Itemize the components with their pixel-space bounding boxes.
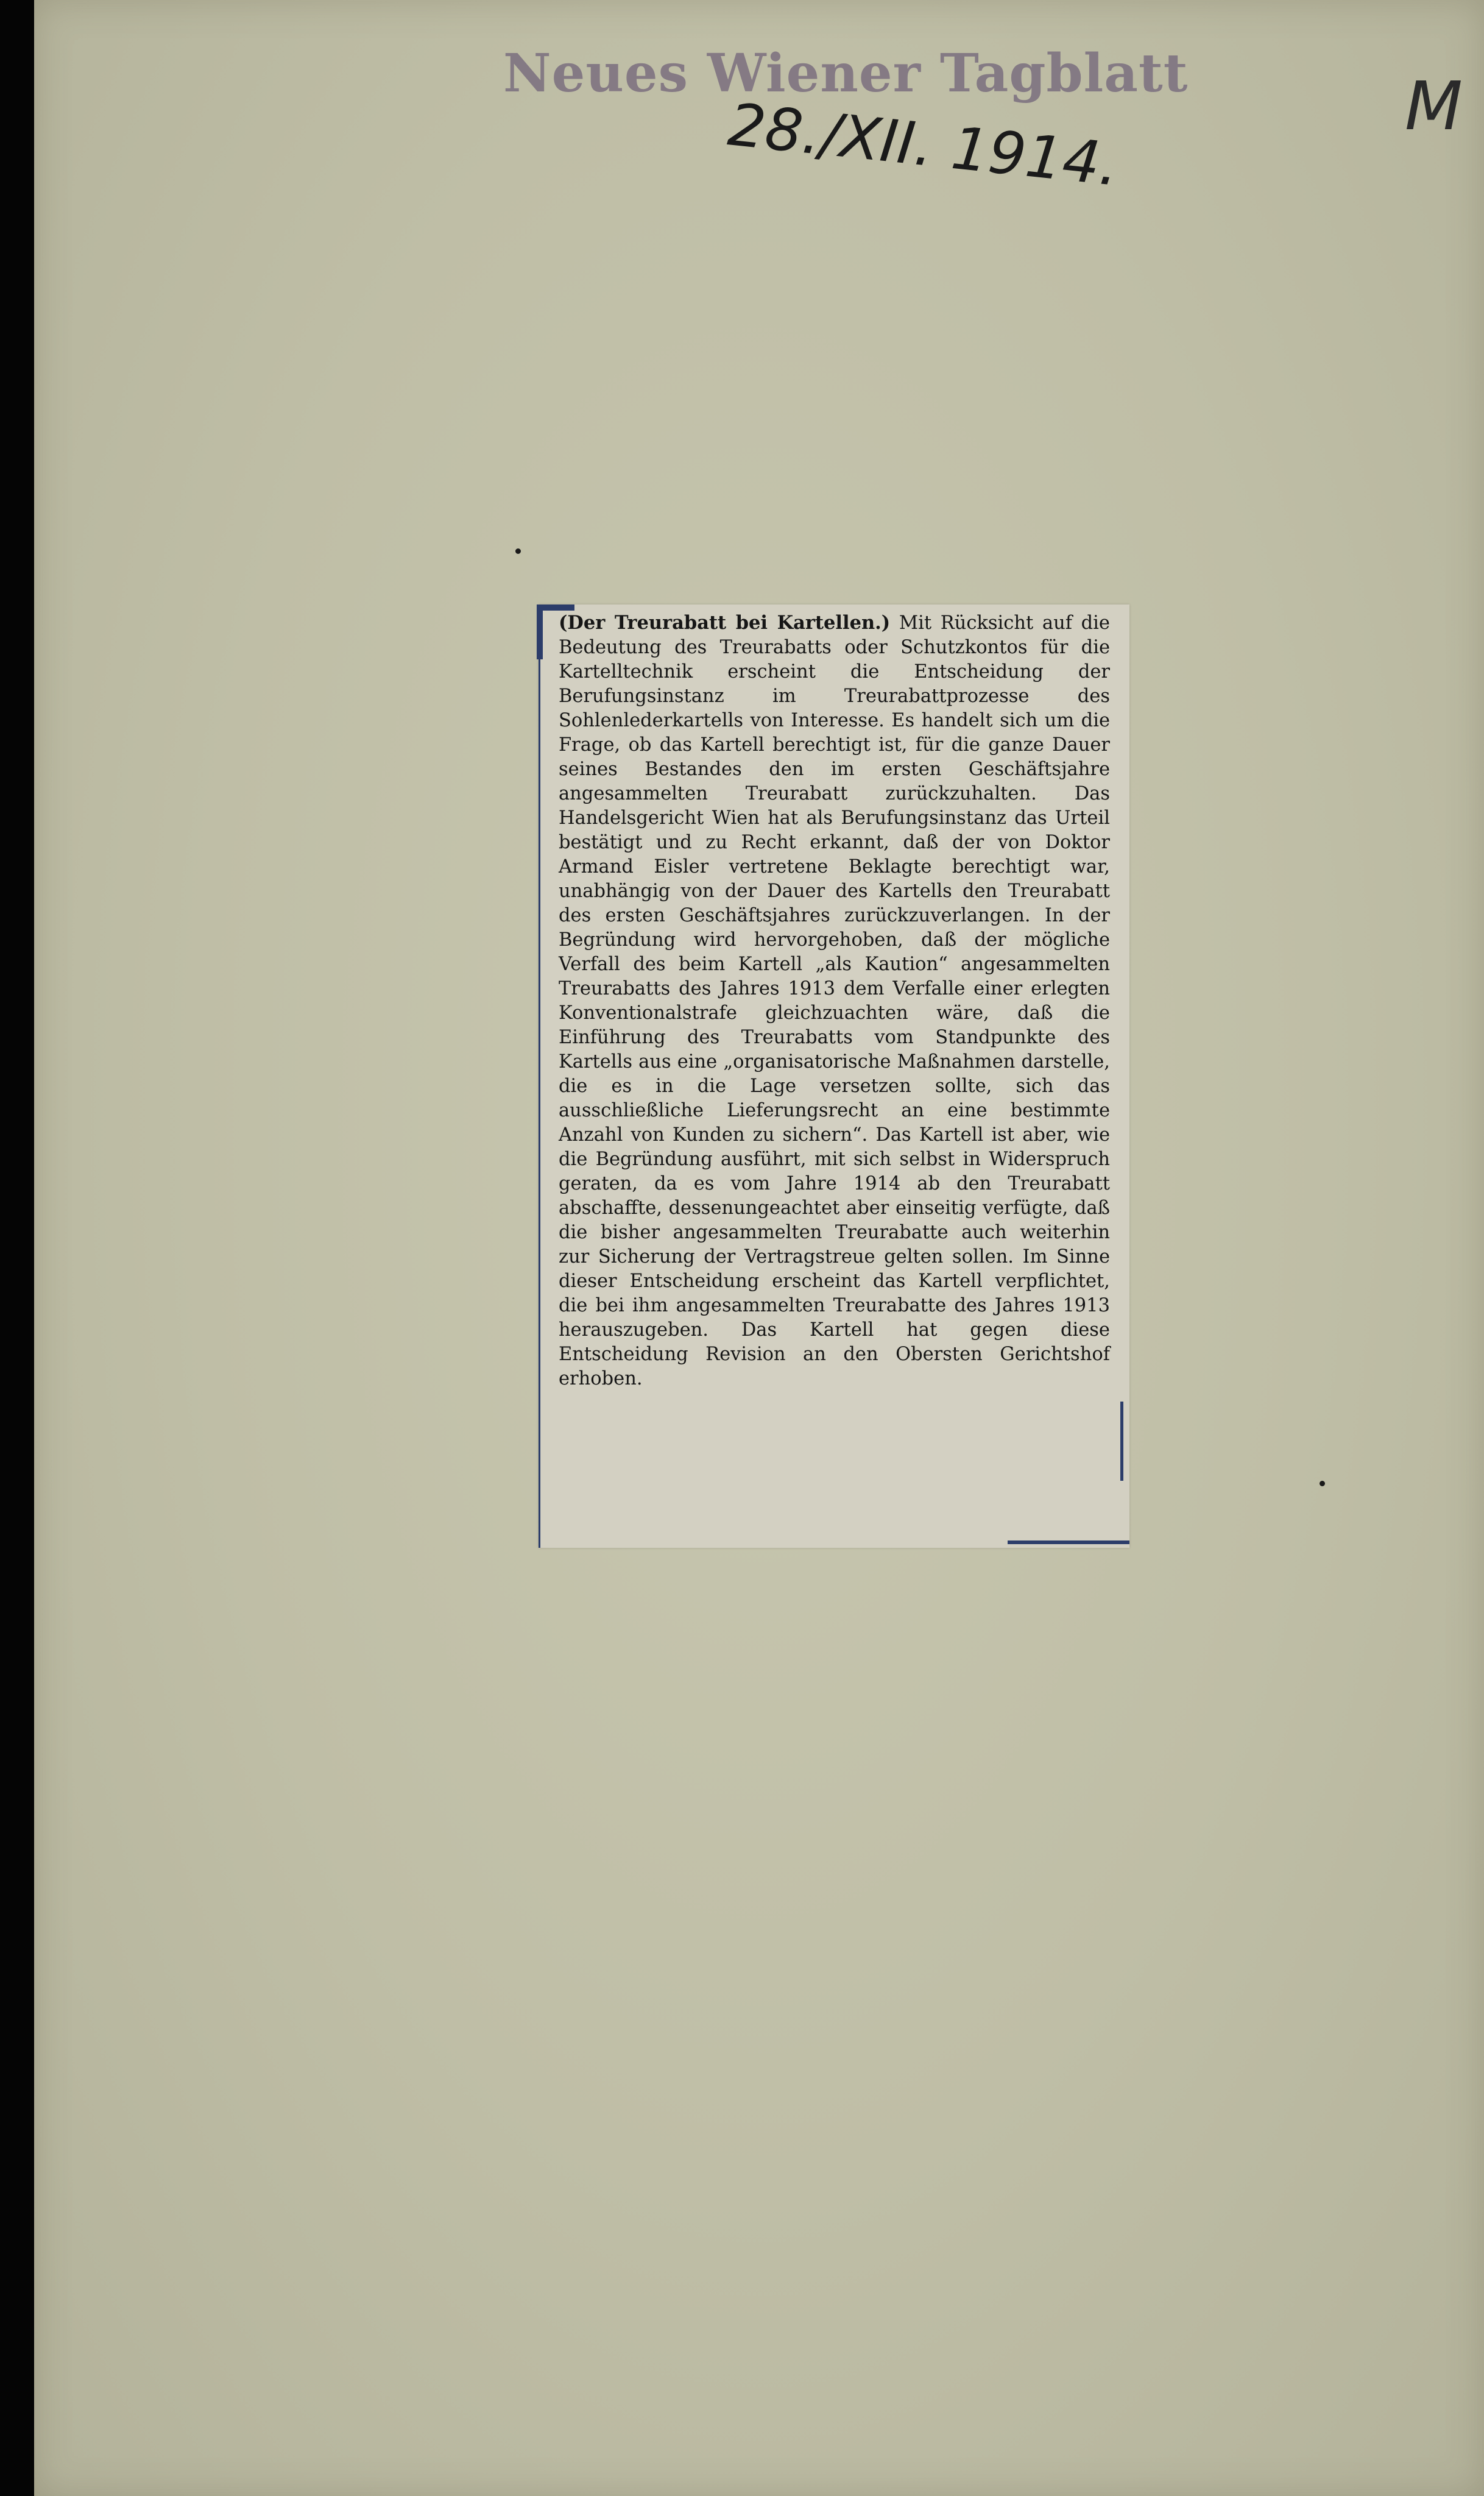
pencil-mark-left [537,604,543,659]
paper-speck [515,548,521,554]
pencil-mark-right [1120,1402,1123,1481]
paper-speck [1320,1481,1325,1486]
pencil-mark-bottom [1008,1540,1129,1544]
folio-number: M [1405,67,1463,145]
pencil-mark-top [538,604,574,611]
newspaper-clipping [539,604,1129,1548]
article-body: Mit Rücksicht auf die Bedeutung des Treurabatts oder Schutzkontos für die Kartelltechnik erscheint die Entscheidung der Berufungsinstanz im Treurabattprozesse des Sohlenlederkartells von Interesse. Es handelt sich um die Frage, ob das Kartell berechtigt ist, für die ganze Dauer seines Bestandes den im ersten Geschäftsjahre angesammelten Treurabatt zurückzuhalten. Das Handelsgericht Wien hat als Berufungsinstanz das Urteil bestätigt und zu Recht erkannt, daß der von Doktor Armand Eisler vertretene Beklagte berechtigt war, unabhängig von der Dauer des Kartells den Treurabatt des ersten Geschäftsjahres zurückzuverlangen. In der Begründung wird hervorgehoben, daß der mögliche Verfall des beim Kartell „als Kaution“ angesammelten Treurabatts des Jahres 1913 dem Verfalle einer erlegten Konventionalstrafe gleichzuachten wäre, daß die Einführung des Treurabatts vom Standpunkte des Kartells aus eine „organisatorische Maßnahmen darstelle, die es in die Lage versetzen sollte, sich das ausschließliche Lieferungsrecht an eine bestimmte Anzahl von Kunden zu sichern“. Das Kartell ist aber, wie die Begründung ausführt, mit sich selbst in Widerspruch geraten, da es vom Jahre 1914 ab den Treurabatt abschaffte, dessenungeachtet aber einseitig verfügte, daß die bisher angesammelten Treurabatte auch weiterhin zur Sicherung der Vertragstreue gelten sollen. Im Sinne dieser Entscheidung erscheint das Kartell verpflichtet, die bei ihm angesammelten Treurabatte des Jahres 1913 herauszugeben. Das Kartell hat gegen diese Entscheidung Revision an den Obersten Gerichtshof erhoben. [559,612,1110,1389]
article-text [559,611,1110,1391]
newspaper-name-stamp: Neues Wiener Tagblatt [503,43,1189,104]
handwritten-date: 28./XII. 1914. [725,90,1122,199]
article-headline: (Der Treurabatt bei Kartellen.) [559,612,891,634]
archive-sheet [34,0,1484,2496]
